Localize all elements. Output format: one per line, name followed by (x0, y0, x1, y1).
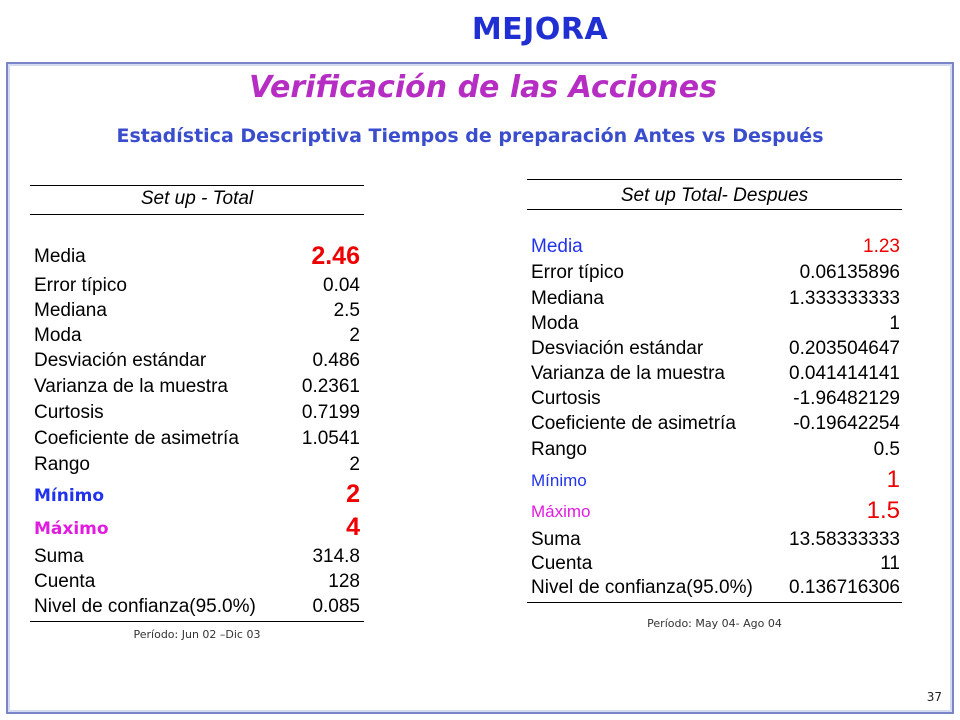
table-title: Set up Total- Despues (620, 185, 809, 206)
table-row-minimo (531, 466, 900, 495)
row-label: Varianza de la muestra (531, 363, 725, 384)
table-bottom-rule (30, 621, 364, 622)
row-label: Mediana (531, 288, 604, 309)
table-row (34, 275, 360, 299)
row-label: Desviación estándar (34, 350, 207, 371)
row-label-minimo: Mínimo (34, 486, 105, 506)
table-row (34, 325, 360, 349)
row-label: Varianza de la muestra (34, 376, 228, 397)
row-value: 128 (328, 571, 360, 592)
row-label-maximo: Máximo (34, 519, 109, 539)
table-row-media (531, 236, 900, 260)
table-row (34, 300, 360, 324)
stats-table-before (30, 185, 364, 625)
table-row (34, 571, 360, 595)
table-row (531, 338, 900, 362)
table-row (531, 262, 900, 286)
table-row (34, 402, 360, 426)
table-row (34, 546, 360, 570)
row-label: Cuenta (531, 553, 593, 574)
row-value: 0.085 (312, 596, 360, 617)
row-value-highlight: 1.5 (866, 497, 900, 524)
row-value-highlight: 2 (346, 480, 360, 508)
row-label: Nivel de confianza(95.0%) (34, 596, 256, 617)
row-label: Suma (34, 546, 84, 567)
table-row-media (34, 242, 360, 272)
table-row (34, 350, 360, 374)
row-label: Coeficiente de asimetría (531, 413, 736, 434)
row-value: -1.96482129 (793, 388, 900, 409)
slide-heading: Estadística Descriptiva Tiempos de preparación Antes vs Después (116, 125, 824, 147)
table-row (531, 529, 900, 553)
row-label: Rango (34, 454, 90, 475)
row-value: 2 (349, 325, 360, 346)
table-row (531, 439, 900, 463)
table-header-rule (527, 209, 902, 210)
table-row (34, 376, 360, 400)
table-row (531, 313, 900, 337)
row-value: 1.333333333 (789, 288, 900, 309)
row-label: Coeficiente de asimetría (34, 428, 239, 449)
table-header-rule (30, 214, 364, 215)
page-number: 37 (926, 690, 942, 704)
table-row (531, 288, 900, 312)
period-label-before: Período: Jun 02 –Dic 03 (133, 628, 261, 641)
row-label: Media (34, 246, 86, 267)
table-row-maximo (531, 497, 900, 526)
table-row (531, 413, 900, 437)
row-label: Mediana (34, 300, 107, 321)
row-value: 0.04 (323, 275, 360, 296)
row-value-highlight: 2.46 (311, 242, 360, 270)
table-bottom-rule (527, 602, 902, 603)
row-label: Moda (34, 325, 82, 346)
row-value: 0.06135896 (799, 262, 900, 283)
table-row (531, 388, 900, 412)
row-value: 314.8 (312, 546, 360, 567)
row-value-highlight: 4 (346, 513, 360, 541)
row-label: Suma (531, 529, 581, 550)
row-value: 0.041414141 (789, 363, 900, 384)
row-label: Rango (531, 439, 587, 460)
table-row (34, 596, 360, 620)
row-value: 0.203504647 (789, 338, 900, 359)
row-label: Error típico (531, 262, 624, 283)
row-value: 1.0541 (301, 428, 360, 449)
row-label: Curtosis (531, 388, 601, 409)
row-value: 0.5 (873, 439, 900, 460)
row-label: Curtosis (34, 402, 104, 423)
row-value: 2.5 (333, 300, 360, 321)
slide-subtitle: Verificación de las Acciones (249, 70, 717, 105)
row-value: 0.7199 (301, 402, 360, 423)
row-label-minimo: Mínimo (531, 471, 587, 490)
row-label-maximo: Máximo (531, 502, 591, 521)
table-top-rule (527, 179, 902, 180)
row-label: Moda (531, 313, 579, 334)
table-row (531, 363, 900, 387)
row-label: Desviación estándar (531, 338, 704, 359)
table-title: Set up - Total (140, 188, 254, 209)
row-label: Cuenta (34, 571, 96, 592)
row-value: 0.2361 (301, 376, 360, 397)
row-label: Nivel de confianza(95.0%) (531, 577, 753, 598)
row-label-media: Media (531, 236, 583, 257)
stats-table-after (527, 179, 902, 604)
row-value: 11 (880, 553, 900, 574)
row-value: 2 (349, 454, 360, 475)
row-value-highlight: 1 (886, 466, 900, 493)
slide-header-title: MEJORA (471, 12, 609, 47)
row-value: 13.58333333 (789, 529, 900, 550)
row-value: 0.136716306 (789, 577, 900, 598)
row-value-highlight: 1.23 (863, 236, 900, 257)
table-row (531, 553, 900, 577)
table-row (34, 454, 360, 478)
table-row (34, 428, 360, 452)
table-top-rule (30, 185, 364, 186)
table-row-maximo (34, 513, 360, 543)
table-row-minimo (34, 480, 360, 510)
row-label: Error típico (34, 275, 127, 296)
row-value: 0.486 (312, 350, 360, 371)
row-value: 1 (889, 313, 900, 334)
period-label-after: Período: May 04- Ago 04 (647, 617, 782, 630)
table-row (531, 577, 900, 601)
row-value: -0.19642254 (793, 413, 900, 434)
